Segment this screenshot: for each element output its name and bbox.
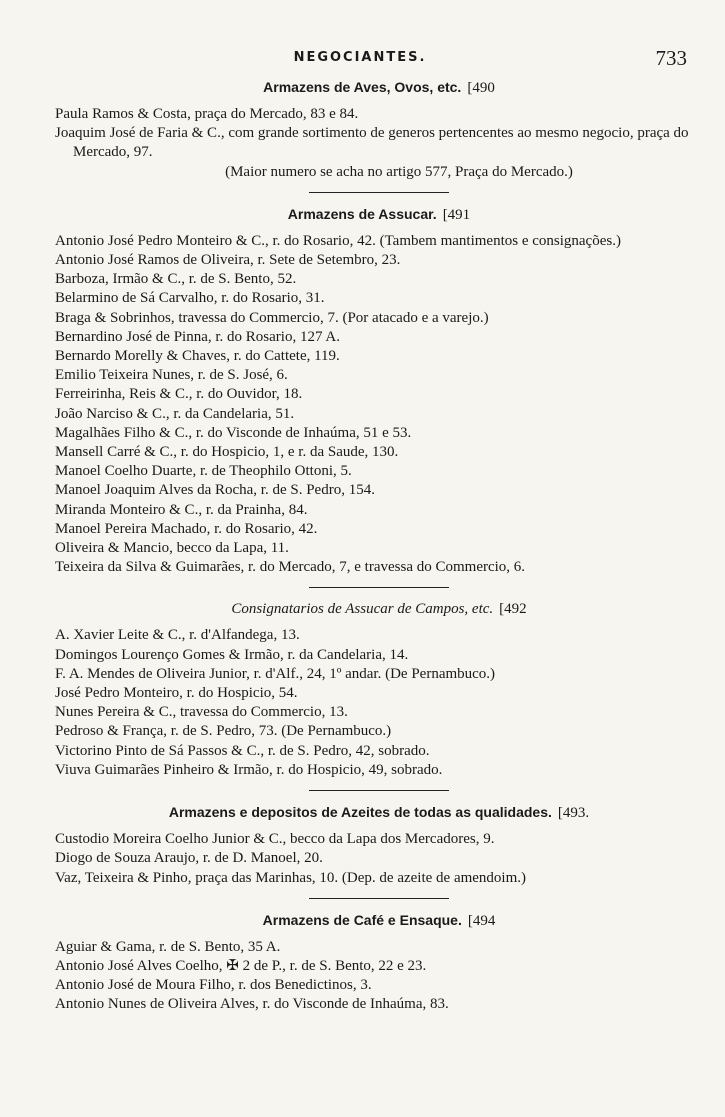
section-note: (Maior numero se acha no artigo 577, Praça do Mercado.) bbox=[225, 163, 573, 180]
list-item: Viuva Guimarães Pinheiro & Irmão, r. do Hospicio, 49, sobrado. bbox=[55, 761, 443, 778]
list-item: Paula Ramos & Costa, praça do Mercado, 83 e 84. bbox=[55, 106, 359, 122]
section-cafe bbox=[55, 909, 703, 1015]
list-item: Domingos Lourenço Gomes & Irmão, r. da Candelaria, 14. bbox=[55, 646, 409, 663]
list-item: Antonio José Pedro Monteiro & C., r. do Rosario, 42. (Tambem mantimentos e consignações.) bbox=[55, 232, 621, 249]
list-item: Mansell Carré & C., r. do Hospicio, 1, e r. da Saude, 130. bbox=[55, 444, 399, 461]
section-number: [490 bbox=[467, 80, 495, 96]
section-title: Armazens e depositos de Azeites de todas as qualidades. bbox=[168, 804, 552, 821]
entry-list bbox=[55, 830, 703, 888]
section-heading bbox=[55, 76, 703, 99]
list-item: Bernardino José de Pinna, r. do Rosario, 127 A. bbox=[55, 328, 340, 345]
section-assucar bbox=[55, 203, 703, 578]
list-item: Teixeira da Silva & Guimarães, r. do Mercado, 7, e travessa do Commercio, 6. bbox=[55, 559, 526, 576]
list-item: Victorino Pinto de Sá Passos & C., r. de S. Pedro, 42, sobrado. bbox=[55, 742, 430, 759]
list-item: Braga & Sobrinhos, travessa do Commercio, 7. (Por atacado e a varejo.) bbox=[55, 309, 489, 326]
divider bbox=[309, 587, 449, 588]
section-title: Armazens de Assucar. bbox=[287, 205, 437, 222]
section-title: Consignatarios de Assucar de Campos, etc. bbox=[231, 601, 494, 618]
list-item: Vaz, Teixeira & Pinho, praça das Marinhas, 10. (Dep. de azeite de amendoim.) bbox=[55, 869, 527, 886]
list-item: Oliveira & Mancio, becco da Lapa, 11. bbox=[55, 540, 289, 557]
list-item: Joaquim José de Faria & C., com grande sortimento de generos pertencentes ao mesmo negocio, praça do Mercado, 97. bbox=[55, 125, 689, 161]
list-item: João Narciso & C., r. da Candelaria, 51. bbox=[55, 405, 295, 422]
list-item: Miranda Monteiro & C., r. da Prainha, 84. bbox=[55, 501, 308, 518]
list-item: A. Xavier Leite & C., r. d'Alfandega, 13. bbox=[55, 627, 300, 644]
section-aves-ovos bbox=[55, 76, 703, 182]
divider bbox=[309, 790, 449, 791]
list-item: Diogo de Souza Araujo, r. de D. Manoel, 20. bbox=[55, 850, 323, 867]
list-item: Nunes Pereira & C., travessa do Commercio, 13. bbox=[55, 704, 348, 721]
entry-list bbox=[55, 626, 703, 780]
section-azeites bbox=[55, 801, 703, 888]
entry-list bbox=[55, 105, 703, 163]
list-item: Manoel Joaquim Alves da Rocha, r. de S. Pedro, 154. bbox=[55, 482, 375, 499]
list-item: Magalhães Filho & C., r. do Visconde de Inhaúma, 51 e 53. bbox=[55, 424, 412, 441]
list-item: Custodio Moreira Coelho Junior & C., becco da Lapa dos Mercadores, 9. bbox=[55, 831, 495, 848]
section-heading bbox=[55, 598, 703, 620]
section-number: [492 bbox=[499, 601, 527, 618]
section-number: [491 bbox=[442, 206, 471, 223]
list-item: Manoel Pereira Machado, r. do Rosario, 42. bbox=[55, 520, 318, 537]
list-item: Pedroso & França, r. de S. Pedro, 73. (De Pernambuco.) bbox=[55, 723, 392, 740]
list-item: Emilio Teixeira Nunes, r. de S. José, 6. bbox=[55, 367, 288, 384]
list-item: Aguiar & Gama, r. de S. Bento, 35 A. bbox=[55, 938, 281, 955]
divider bbox=[309, 898, 449, 899]
list-item: F. A. Mendes de Oliveira Junior, r. d'Alf., 24, 1º andar. (De Pernambuco.) bbox=[55, 665, 496, 682]
section-title: Armazens de Café e Ensaque. bbox=[262, 911, 462, 928]
divider bbox=[309, 192, 449, 193]
entry-list bbox=[55, 232, 703, 578]
directory-content bbox=[55, 76, 703, 1015]
running-title: NEGOCIANTES. bbox=[293, 50, 427, 65]
list-item: Barboza, Irmão & C., r. de S. Bento, 52. bbox=[55, 271, 297, 288]
section-consignatarios bbox=[55, 598, 703, 780]
section-heading bbox=[55, 203, 703, 226]
section-number: [494 bbox=[467, 912, 496, 929]
list-item: Bernardo Morelly & Chaves, r. do Cattete, 119. bbox=[55, 348, 340, 365]
section-heading bbox=[55, 801, 703, 824]
section-heading bbox=[55, 909, 703, 932]
list-item: Antonio Nunes de Oliveira Alves, r. do Visconde de Inhaúma, 83. bbox=[55, 996, 449, 1013]
entry-list bbox=[55, 938, 703, 1015]
list-item: José Pedro Monteiro, r. do Hospicio, 54. bbox=[55, 685, 298, 702]
list-item: Belarmino de Sá Carvalho, r. do Rosario, 31. bbox=[55, 290, 325, 307]
list-item: Antonio José Alves Coelho, ✠ 2 de P., r. de S. Bento, 22 e 23. bbox=[55, 957, 427, 974]
running-head bbox=[0, 46, 725, 76]
section-number: [493. bbox=[557, 805, 590, 822]
list-item: Ferreirinha, Reis & C., r. do Ouvidor, 18. bbox=[55, 386, 303, 403]
list-item: Manoel Coelho Duarte, r. de Theophilo Ottoni, 5. bbox=[55, 463, 352, 480]
list-item: Antonio José Ramos de Oliveira, r. Sete de Setembro, 23. bbox=[55, 252, 401, 269]
list-item: Antonio José de Moura Filho, r. dos Benedictinos, 3. bbox=[55, 977, 372, 994]
section-title: Armazens de Aves, Ovos, etc. bbox=[263, 79, 462, 95]
page-number: 733 bbox=[655, 46, 687, 70]
